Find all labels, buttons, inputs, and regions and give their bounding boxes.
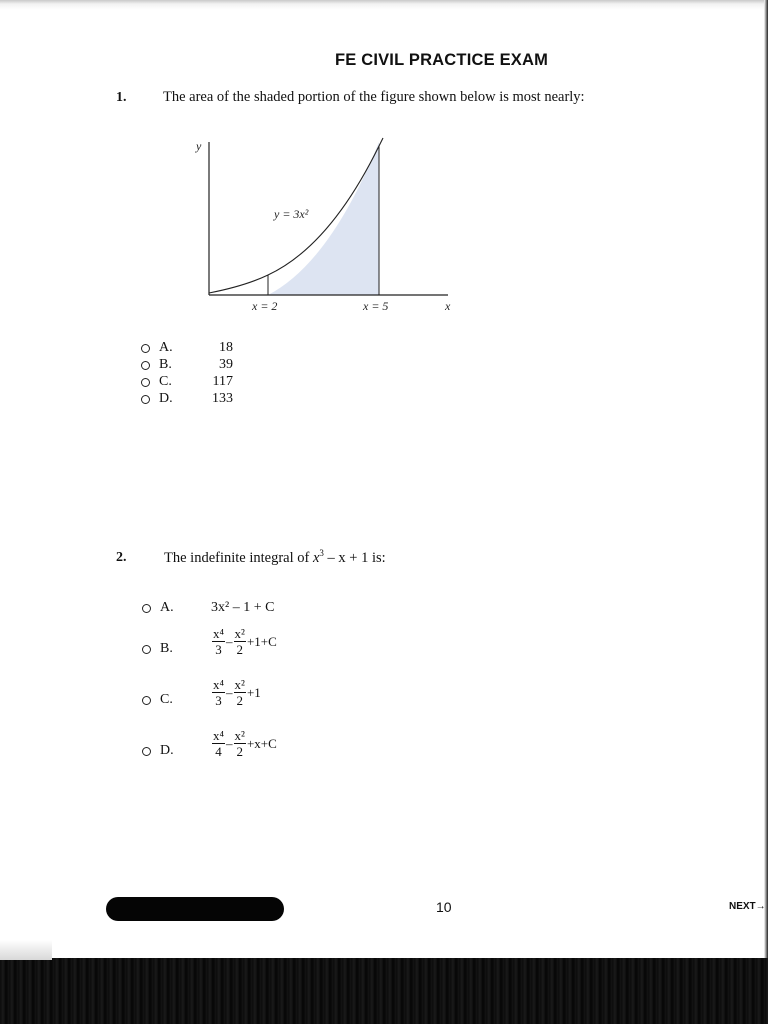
fraction — [212, 728, 225, 759]
area-graph — [190, 128, 470, 318]
right-bound-label: x = 5 — [363, 299, 389, 313]
fraction — [234, 626, 246, 657]
denominator: 3 — [215, 642, 222, 657]
page-title: FE CIVIL PRACTICE EXAM — [334, 51, 549, 69]
choice-letter: C. — [160, 692, 173, 707]
q2-choice-d-expr — [212, 728, 278, 759]
q1-choice-c-value: 117 — [212, 374, 233, 389]
redacted-mark — [106, 897, 284, 921]
fraction — [234, 677, 246, 708]
denominator: 2 — [236, 642, 243, 657]
curve-label: y = 3x² — [274, 207, 309, 221]
operator: – — [226, 684, 233, 700]
next-link[interactable]: NEXT→ — [729, 901, 766, 912]
question-1-number: 1. — [116, 90, 127, 105]
question-2-expr-exp: 3 — [319, 548, 324, 558]
radio-bubble[interactable] — [142, 604, 151, 613]
choice-letter: B. — [160, 641, 173, 656]
choice-letter: D. — [159, 391, 173, 406]
expression-tail: +1 — [246, 684, 261, 700]
denominator: 4 — [215, 744, 222, 759]
question-2-suffix: – x + 1 is: — [323, 549, 386, 566]
question-2-text — [164, 548, 386, 567]
page-number: 10 — [436, 899, 452, 915]
radio-bubble[interactable] — [142, 696, 151, 705]
q2-choice-d[interactable] — [142, 743, 205, 759]
left-bound-label: x = 2 — [252, 299, 278, 313]
choice-letter: B. — [159, 357, 172, 372]
q1-choice-a-value: 18 — [219, 340, 233, 355]
q2-choice-c-expr — [212, 677, 262, 708]
q2-choice-b-expr — [212, 626, 278, 657]
choice-letter: C. — [159, 374, 172, 389]
choice-letter: A. — [160, 600, 174, 615]
numerator: x⁴ — [213, 626, 225, 641]
numerator: x² — [234, 677, 245, 692]
q1-choice-d-value: 133 — [212, 391, 233, 406]
question-2-expr-base: x — [312, 549, 320, 566]
radio-bubble[interactable] — [142, 747, 151, 756]
numerator: x⁴ — [213, 728, 225, 743]
radio-bubble[interactable] — [141, 395, 150, 404]
fraction — [234, 728, 246, 759]
expression-tail: +x+C — [246, 735, 277, 751]
scan-right-edge — [764, 0, 768, 960]
numerator: x² — [234, 728, 245, 743]
q2-choice-c[interactable] — [142, 692, 205, 708]
numerator: x⁴ — [213, 677, 225, 692]
q2-choice-a-expr: 3x² – 1 + C — [211, 600, 275, 615]
question-1-text: The area of the shaded portion of the figure shown below is most nearly: — [163, 89, 585, 105]
choice-letter: A. — [159, 340, 173, 355]
q1-choice-b-value: 39 — [219, 357, 233, 372]
radio-bubble[interactable] — [141, 344, 150, 353]
denominator: 2 — [236, 744, 243, 759]
expression-tail: +1+C — [246, 633, 277, 649]
q2-choice-a[interactable] — [142, 600, 205, 616]
y-axis-label: y — [196, 139, 202, 153]
radio-bubble[interactable] — [141, 378, 150, 387]
radio-bubble[interactable] — [141, 361, 150, 370]
scan-bottom-edge — [0, 958, 768, 1024]
operator: – — [226, 633, 233, 649]
denominator: 3 — [215, 693, 222, 708]
question-2-number: 2. — [116, 550, 127, 565]
choice-letter: D. — [160, 743, 174, 758]
q2-choice-b[interactable] — [142, 641, 205, 657]
fraction — [212, 677, 225, 708]
fraction — [212, 626, 225, 657]
question-2-prefix: The indefinite integral of — [164, 549, 313, 566]
radio-bubble[interactable] — [142, 645, 151, 654]
operator: – — [226, 735, 233, 751]
scan-top-edge — [0, 0, 768, 10]
denominator: 2 — [236, 693, 243, 708]
x-axis-label: x — [445, 299, 451, 313]
question-1-figure — [190, 128, 470, 318]
numerator: x² — [234, 626, 245, 641]
